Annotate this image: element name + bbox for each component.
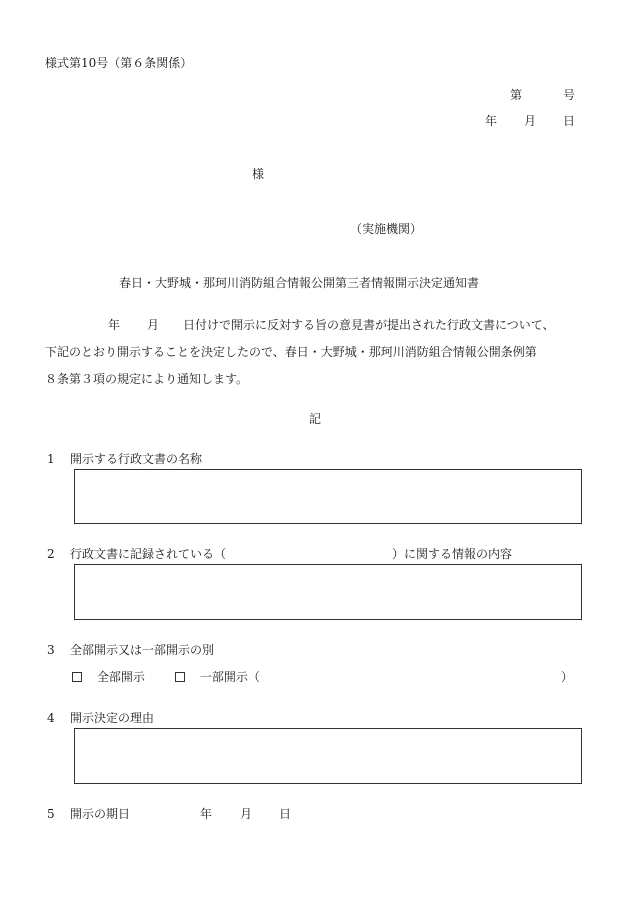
item-2-label-pre: 行政文書に記録されている（: [70, 547, 227, 561]
addressee-suffix: 様: [252, 167, 265, 181]
issuer: （実施機関）: [350, 222, 423, 236]
date-day: 日: [563, 114, 576, 128]
date-month: 月: [524, 114, 537, 128]
item-4-number: 4: [47, 711, 55, 725]
doc-number-suffix: 号: [563, 88, 576, 102]
item-1-label: 開示する行政文書の名称: [70, 452, 203, 466]
body-paragraph: [45, 312, 605, 393]
partial-disclosure-blank[interactable]: [270, 670, 560, 684]
form-id: 様式第10号（第６条関係）: [45, 56, 193, 70]
item-1-field[interactable]: [74, 469, 582, 524]
full-disclosure-checkbox[interactable]: [72, 672, 82, 682]
doc-number-prefix: 第: [510, 88, 523, 102]
body-line3: ８条第３項の規定により通知します。: [45, 372, 249, 386]
item-3-label: 全部開示又は一部開示の別: [70, 643, 215, 657]
item-2-field[interactable]: [74, 564, 582, 620]
item-3-number: 3: [47, 643, 55, 657]
item-5-number: 5: [47, 807, 55, 821]
document-title: 春日・大野城・那珂川消防組合情報公開第三者情報開示決定通知書: [119, 276, 480, 290]
item-2-label-post: ）に関する情報の内容: [392, 547, 513, 561]
partial-disclosure-close: ）: [561, 670, 574, 684]
ki-heading: 記: [309, 412, 322, 426]
partial-disclosure-checkbox[interactable]: [175, 672, 185, 682]
option-full-disclosure[interactable]: [72, 670, 145, 684]
partial-disclosure-label: 一部開示（: [199, 670, 260, 684]
date-year: 年: [485, 114, 498, 128]
item-1-number: 1: [47, 452, 55, 466]
item-4-label: 開示決定の理由: [70, 711, 155, 725]
body-line2: 下記のとおり開示することを決定したので、春日・大野城・那珂川消防組合情報公開条例第: [45, 345, 537, 359]
body-line1: 日付けで開示に反対する旨の意見書が提出された行政文書について、: [183, 318, 555, 332]
item-2-blank[interactable]: [232, 547, 392, 561]
body-month: 月: [147, 318, 160, 332]
body-year: 年: [108, 318, 121, 332]
full-disclosure-label: 全部開示: [96, 670, 145, 684]
item-5-month: 月: [240, 807, 253, 821]
item-5-year: 年: [200, 807, 213, 821]
item-5-day: 日: [279, 807, 292, 821]
item-2-number: 2: [47, 547, 55, 561]
item-5-label: 開示の期日: [70, 807, 131, 821]
option-partial-disclosure[interactable]: [175, 670, 260, 684]
item-4-field[interactable]: [74, 728, 582, 784]
